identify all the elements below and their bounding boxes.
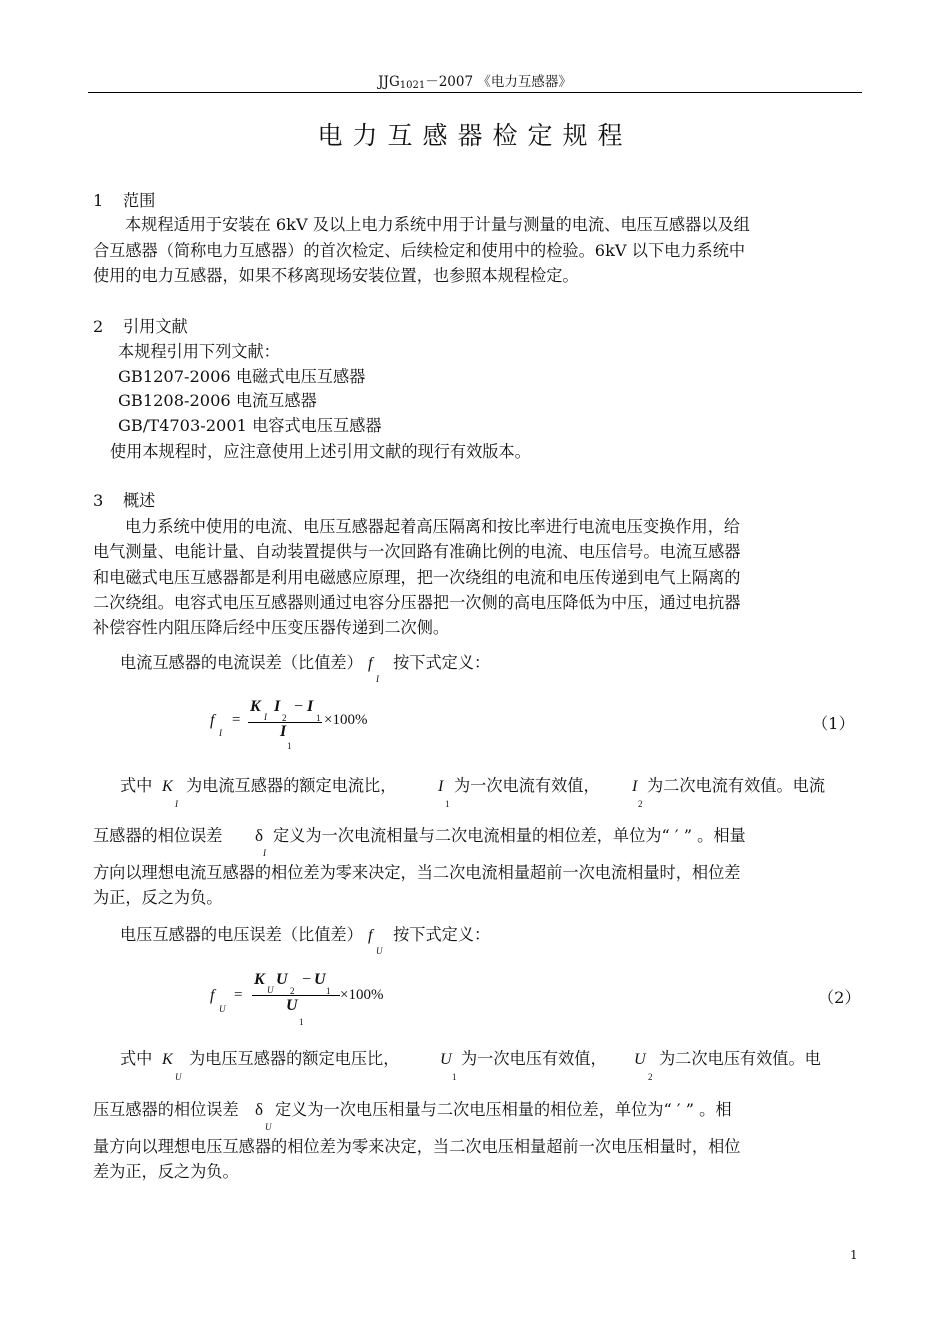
section-number: 2	[93, 317, 104, 336]
formula-2	[210, 971, 420, 1031]
current-phase-error-line	[93, 824, 863, 858]
subscript: 1	[316, 713, 321, 723]
definition-text: 电流互感器的电流误差（比值差）	[120, 653, 363, 672]
reference-item: GB/T4703-2001 电容式电压互感器	[118, 416, 382, 435]
voltage-phase-error-line	[93, 1098, 863, 1132]
subscript: 1	[326, 986, 331, 996]
paragraph-line: 补偿容性内阻压降后经中压变压器传递到二次侧。	[93, 618, 450, 637]
explanation-text: 压互感器的相位误差	[93, 1100, 239, 1119]
page-number: 1	[850, 1248, 858, 1262]
explanation-text: 为二次电流有效值。电流	[647, 776, 826, 795]
current-error-definition	[120, 651, 491, 684]
formula-subscript: I	[219, 728, 222, 738]
paragraph-line: 本规程适用于安装在 6kV 及以上电力系统中用于计量与测量的电流、电压互感器以及组	[125, 215, 750, 234]
explanation-text: 为电压互感器的额定电压比，	[189, 1049, 400, 1068]
equals-sign: =	[234, 987, 243, 1003]
header-suffix: －2007 《电力互感器》	[425, 74, 572, 90]
subscript: 2	[648, 1072, 653, 1082]
reference-item: GB1208-2006 电流互感器	[118, 391, 317, 410]
equation-number-1: （1）	[812, 714, 855, 733]
current-symbols-explanation	[120, 774, 860, 809]
symbol-f: f	[367, 926, 373, 944]
symbol-K: K	[162, 1050, 173, 1068]
times-100-percent: ×100%	[340, 987, 384, 1003]
section-3-heading	[93, 489, 155, 513]
definition-text: 按下式定义：	[393, 925, 491, 944]
subscript: I	[264, 712, 267, 722]
formula-f: f	[210, 987, 215, 1004]
subscript: 1	[299, 1017, 304, 1027]
reference-item: GB1207-2006 电磁式电压互感器	[118, 367, 366, 386]
paragraph-line: 量方向以理想电压互感器的相位差为零来决定，当二次电压相量超前一次电压相量时，相位	[93, 1137, 741, 1156]
paragraph-line: 合互感器（简称电力互感器）的首次检定、后续检定和使用中的检验。6kV 以下电力系统中	[93, 241, 746, 260]
subscript: 1	[445, 799, 450, 809]
numerator-I1: I	[307, 698, 314, 715]
formula-1	[210, 698, 410, 758]
section-1-heading	[93, 189, 155, 213]
explanation-text: 为一次电流有效值，	[454, 776, 600, 795]
numerator-U2: U	[276, 971, 288, 988]
symbol-f: f	[367, 654, 373, 672]
subscript: 2	[638, 799, 643, 809]
minus-sign: −	[302, 971, 312, 988]
paragraph-line: 为正，反之为负。	[93, 888, 223, 907]
paragraph-line: 电气测量、电能计量、自动装置提供与一次回路有准确比例的电流、电压信号。电流互感器	[93, 542, 741, 561]
denominator-I1: I	[280, 723, 287, 740]
symbol-K: K	[162, 777, 173, 795]
equation-number-2: （2）	[818, 988, 861, 1007]
section-number: 1	[93, 191, 104, 210]
symbol-U1: U	[440, 1050, 452, 1068]
document-title: 电力互感器检定规程	[317, 121, 633, 150]
paragraph-line: 和电磁式电压互感器都是利用电磁感应原理，把一次绕组的电流和电压传递到电气上隔离的	[93, 568, 741, 587]
equals-sign: =	[232, 712, 241, 728]
explanation-text: 为一次电压有效值，	[461, 1049, 607, 1068]
minus-sign: −	[294, 698, 304, 715]
references-intro: 本规程引用下列文献：	[118, 342, 280, 361]
subscript: 1	[452, 1072, 457, 1082]
numerator-K: K	[254, 971, 265, 988]
formula-subscript: U	[219, 1004, 226, 1014]
subscript: I	[175, 799, 178, 809]
subscript: 2	[282, 713, 287, 723]
subscript: U	[265, 1122, 272, 1132]
explanation-text: 互感器的相位误差	[93, 826, 223, 845]
header-number: 1021	[399, 80, 426, 91]
header-prefix: JJG	[378, 74, 400, 90]
symbol-U2: U	[634, 1050, 646, 1068]
subscript: I	[375, 674, 379, 684]
header-rule	[88, 92, 862, 93]
explanation-text: 定义为一次电流相量与二次电流相量的相位差，单位为“ ′ ” 。相量	[273, 826, 746, 845]
paragraph-line: 差为正，反之为负。	[93, 1162, 239, 1181]
subscript: U	[375, 946, 383, 956]
explanation-text: 定义为一次电压相量与二次电压相量的相位差，单位为“ ′ ” 。相	[275, 1100, 732, 1119]
section-heading-text: 范围	[123, 191, 156, 210]
symbol-fU	[367, 923, 388, 956]
explanation-text: 为二次电压有效值。电	[659, 1049, 821, 1068]
symbol-I1: I	[438, 777, 444, 795]
explanation-text: 式中	[120, 776, 153, 795]
times-100-percent: ×100%	[324, 712, 368, 728]
paragraph-line: 二次绕组。电容式电压互感器则通过电容分压器把一次侧的高电压降低为中压，通过电抗器	[93, 593, 741, 612]
paragraph-line: 电力系统中使用的电流、电压互感器起着高压隔离和按比率进行电流电压变换作用，给	[125, 517, 741, 536]
paragraph-line: 使用的电力互感器，如果不移离现场安装位置，也参照本规程检定。	[93, 266, 579, 285]
subscript: I	[263, 848, 266, 858]
symbol-fI	[367, 651, 388, 684]
section-heading-text: 概述	[123, 491, 156, 510]
numerator-U1: U	[314, 971, 326, 988]
voltage-error-definition	[120, 923, 491, 956]
paragraph-line: 方向以理想电流互感器的相位差为零来决定，当二次电流相量超前一次电流相量时，相位差	[93, 863, 741, 882]
symbol-delta: δ	[255, 1100, 264, 1119]
definition-text: 电压互感器的电压误差（比值差）	[120, 925, 363, 944]
subscript: 1	[287, 741, 292, 751]
numerator-I2: I	[274, 698, 281, 715]
formula-f: f	[210, 712, 215, 729]
section-2-heading	[93, 315, 188, 339]
explanation-text: 式中	[120, 1049, 153, 1068]
explanation-text: 为电流互感器的额定电流比，	[186, 776, 397, 795]
running-header	[0, 70, 950, 91]
symbol-I2: I	[632, 777, 638, 795]
definition-text: 按下式定义：	[393, 653, 491, 672]
numerator-K: K	[250, 698, 261, 715]
subscript: U	[267, 985, 274, 995]
voltage-symbols-explanation	[120, 1047, 860, 1082]
section-number: 3	[93, 491, 104, 510]
section-heading-text: 引用文献	[123, 317, 188, 336]
denominator-U1: U	[286, 997, 298, 1014]
subscript: U	[175, 1072, 182, 1082]
symbol-delta: δ	[255, 826, 264, 845]
references-note: 使用本规程时，应注意使用上述引用文献的现行有效版本。	[110, 442, 531, 461]
subscript: 2	[290, 986, 295, 996]
